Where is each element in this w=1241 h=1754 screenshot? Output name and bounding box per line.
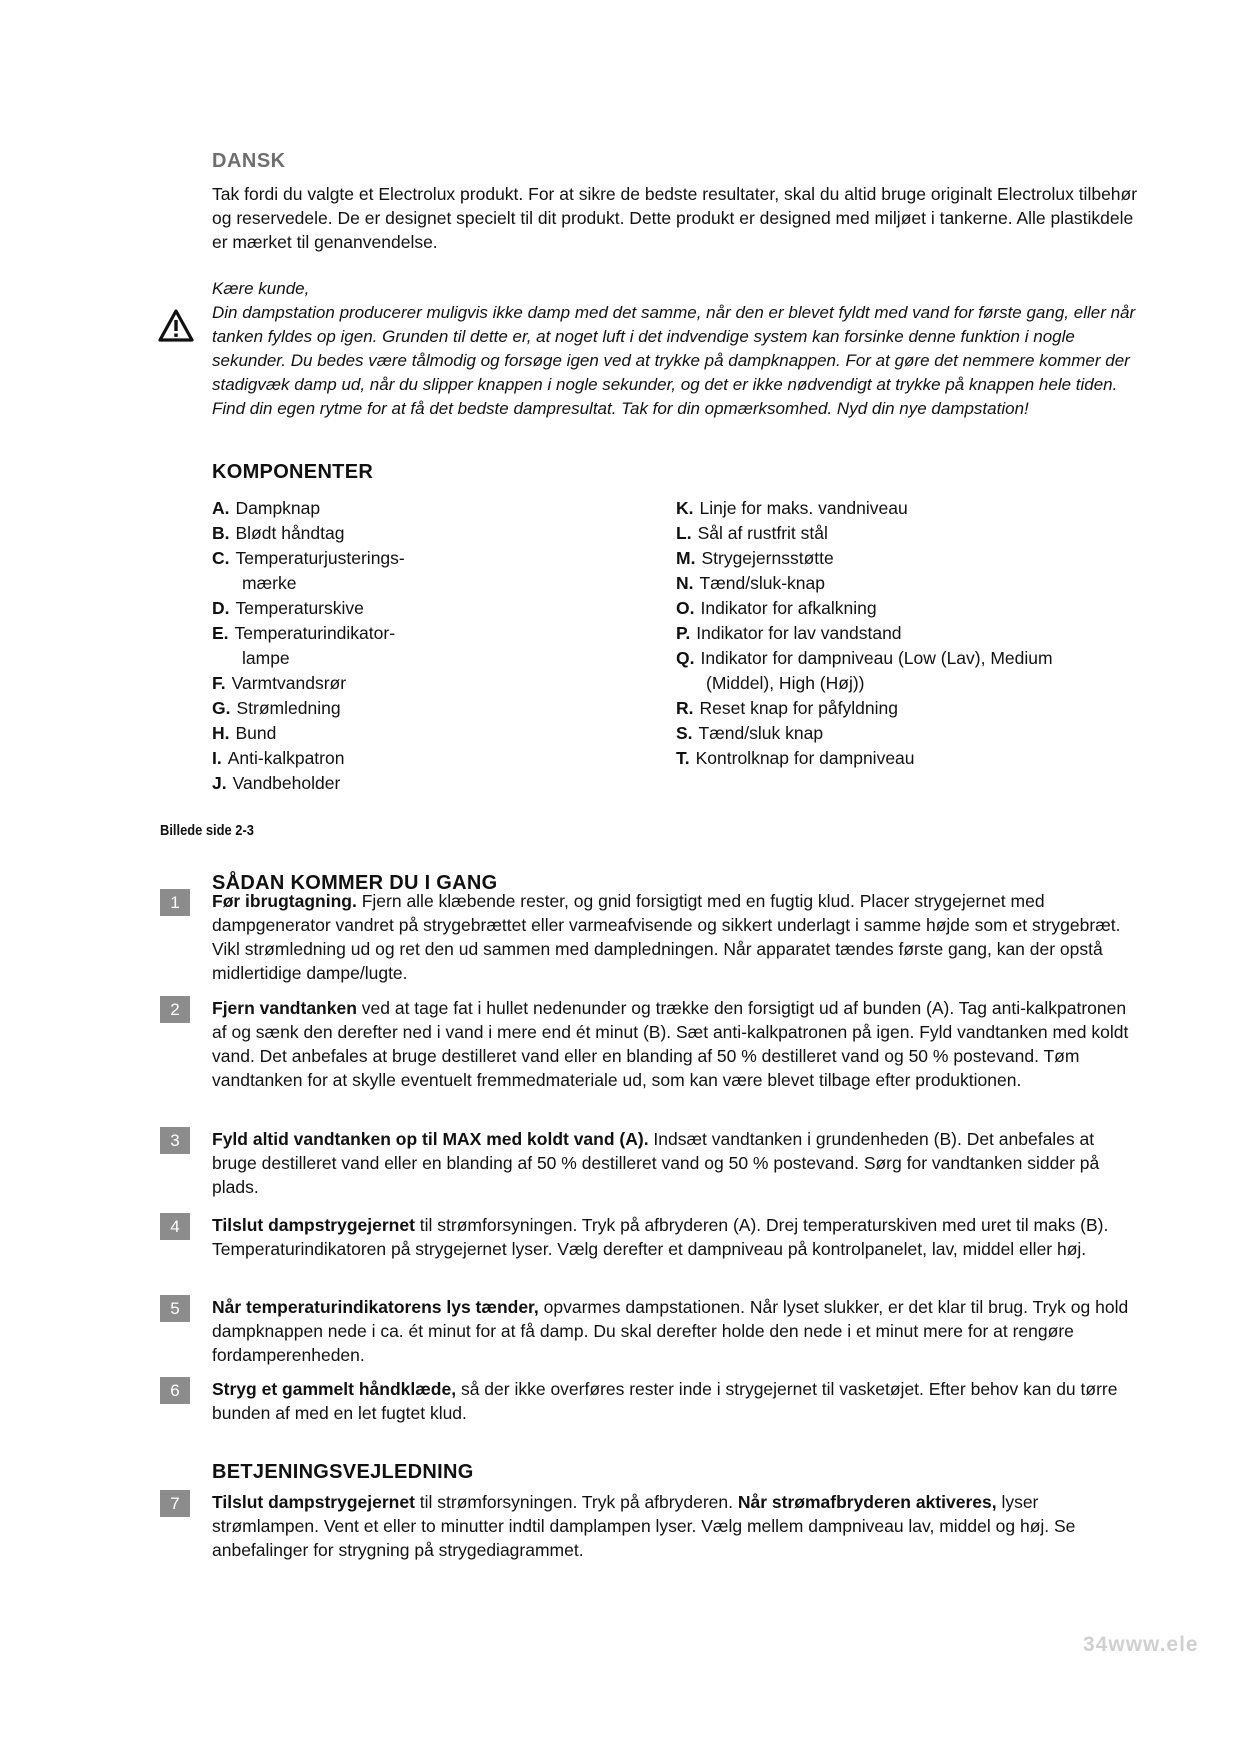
component-label: Temperaturskive bbox=[235, 598, 364, 618]
operation-step bbox=[160, 1490, 1140, 1562]
component-item bbox=[676, 646, 1156, 696]
component-item bbox=[212, 671, 632, 696]
component-key: P. bbox=[676, 623, 691, 643]
component-label: Indikator for afkalkning bbox=[700, 598, 877, 618]
component-item bbox=[212, 596, 632, 621]
component-label-continued: (Middel), High (Høj)) bbox=[706, 673, 865, 693]
step-body: til strømforsyningen. Tryk på afbryderen (A). Drej temperaturskiven med uret til maks (B). Temperaturindikatoren på strygejernet lyser. Vælg derefter et dampniveau på kontrolpanelet, lav, middel eller høj. bbox=[212, 1215, 1109, 1259]
step-text bbox=[212, 1490, 1140, 1562]
component-item bbox=[212, 721, 632, 746]
step-number-badge: 6 bbox=[160, 1377, 190, 1404]
component-item bbox=[676, 546, 1156, 571]
components-list-right bbox=[676, 496, 1156, 771]
step-bold-inline: Når strømafbryderen aktiveres, bbox=[737, 1492, 997, 1512]
component-item bbox=[676, 746, 1156, 771]
step-text bbox=[212, 1377, 1140, 1425]
component-label: Sål af rustfrit stål bbox=[697, 523, 828, 543]
step-text bbox=[212, 1127, 1140, 1199]
step-bold-lead: Stryg et gammelt håndklæde, bbox=[212, 1379, 457, 1399]
component-label: Blødt håndtag bbox=[235, 523, 345, 543]
step-1 bbox=[160, 889, 1140, 985]
component-key: E. bbox=[212, 623, 229, 643]
component-item bbox=[676, 571, 1156, 596]
step-number-badge: 1 bbox=[160, 889, 190, 916]
component-label: Linje for maks. vandniveau bbox=[699, 498, 908, 518]
step-text bbox=[212, 1213, 1140, 1261]
component-label-continued: mærke bbox=[242, 573, 297, 593]
component-label: Kontrolknap for dampniveau bbox=[695, 748, 915, 768]
step-text bbox=[212, 996, 1140, 1092]
component-key: T. bbox=[676, 748, 690, 768]
component-key: R. bbox=[676, 698, 694, 718]
component-key: M. bbox=[676, 548, 696, 568]
component-key: H. bbox=[212, 723, 230, 743]
component-item bbox=[676, 621, 1156, 646]
notice-text: Din dampstation producerer muligvis ikke damp med det samme, når den er blevet fyldt med vand for første gang, eller når tanken fyldes op igen. Grunden til dette er, at noget luft i det indvendige system kan forsinke denne funktion i nogle sekunder. Du bedes være tålmodig og forsøge igen ved at trykke på dampknappen. For at gøre det nemmere kommer der stadigvæk damp ud, når du slipper knappen i nogle sekunder, og det er ikke nødvendigt at trykke på knappen hele tiden. Find din egen rytme for at få det bedste dampresultat. Tak for din opmærksomhed. Nyd din nye dampstation! bbox=[212, 303, 1136, 418]
component-label: Bund bbox=[235, 723, 277, 743]
component-item bbox=[212, 696, 632, 721]
step-bold-lead: Når temperaturindikatorens lys tænder, bbox=[212, 1297, 539, 1317]
step-body: opvarmes dampstationen. Når lyset slukker, er det klar til brug. Tryk og hold dampknappen nede i ca. ét minut for at få damp. Du skal derefter holde den nede i et minut mere for at rengøre fordamperenheden. bbox=[212, 1297, 1129, 1365]
step-text bbox=[212, 1295, 1140, 1367]
getting-started-title: SÅDAN KOMMER DU I GANG bbox=[212, 872, 498, 894]
component-key: I. bbox=[212, 748, 222, 768]
component-key: K. bbox=[676, 498, 694, 518]
step-bold-lead: Fyld altid vandtanken op til MAX med koldt vand (A). bbox=[212, 1129, 649, 1149]
step-5 bbox=[160, 1295, 1140, 1367]
component-label: Vandbeholder bbox=[232, 773, 341, 793]
step-body: ved at tage fat i hullet nedenunder og trække den forsigtigt ud af bunden (A). Tag anti-kalkpatronen af og sænk den derefter ned i vand i mere end ét minut (B). Sæt anti-kalkpatronen på igen. Fyld vandtanken med koldt vand. Det anbefales at bruge destilleret vand eller en blanding af 50 % destilleret vand og 50 % postevand. Tøm vandtanken for at skylle eventuelt fremmedmateriale ud, som kan være blevet tilbage efter produktionen. bbox=[212, 998, 1129, 1090]
component-label: Indikator for dampniveau (Low (Lav), Medium bbox=[700, 648, 1053, 668]
step-body: Fjern alle klæbende rester, og gnid forsigtigt med en fugtig klud. Placer strygejernet med dampgenerator vandret på strygebrættet eller varmeafvisende og sikkert underlagt i samme højde som et strygebræt. Vikl strømledning ud og ret den ud sammen med dampledningen. Når apparatet tændes første gang, kan der opstå midlertidige dampe/lugte. bbox=[212, 891, 1121, 983]
step-bold-lead: Tilslut dampstrygejernet bbox=[212, 1492, 415, 1512]
component-item bbox=[212, 521, 632, 546]
step-body: Indsæt vandtanken i grundenheden (B). Det anbefales at bruge destilleret vand eller en blanding af 50 % destilleret vand og 50 % postevand. Sørg for vandtanken sidder på plads. bbox=[212, 1129, 1100, 1197]
component-item bbox=[212, 746, 632, 771]
component-key: C. bbox=[212, 548, 230, 568]
intro-paragraph: Tak fordi du valgte et Electrolux produkt. For at sikre de bedste resultater, skal du altid bruge originalt Electrolux tilbehør og reservedele. De er designet specielt til dit produkt. Dette produkt er designed med miljøet i tankerne. Alle plastikdele er mærket til genanvendelse. bbox=[212, 184, 1138, 252]
step-number-badge: 4 bbox=[160, 1213, 190, 1240]
component-label: Tænd/sluk knap bbox=[698, 723, 824, 743]
step-bold-lead: Før ibrugtagning. bbox=[212, 891, 357, 911]
step-text bbox=[212, 889, 1140, 985]
component-label: Temperaturjusterings- bbox=[235, 548, 405, 568]
component-key: N. bbox=[676, 573, 694, 593]
component-item bbox=[676, 696, 1156, 721]
step-number-badge: 7 bbox=[160, 1490, 190, 1517]
components-title: KOMPONENTER bbox=[212, 461, 374, 483]
components-list-left bbox=[212, 496, 632, 796]
component-item bbox=[212, 771, 632, 796]
component-key: F. bbox=[212, 673, 226, 693]
step-bold-lead: Fjern vandtanken bbox=[212, 998, 357, 1018]
component-item bbox=[212, 496, 632, 521]
component-label: Varmtvandsrør bbox=[231, 673, 347, 693]
figure-caption: Billede side 2-3 bbox=[160, 822, 254, 839]
component-label: Tænd/sluk-knap bbox=[699, 573, 825, 593]
step-number-badge: 5 bbox=[160, 1295, 190, 1322]
component-key: J. bbox=[212, 773, 227, 793]
component-label: Dampknap bbox=[235, 498, 321, 518]
component-item bbox=[212, 621, 632, 671]
step-body-continued: lyser strømlampen. Vent et eller to minutter indtil damplampen lyser. Vælg mellem dampniveau lav, middel og høj. Se anbefalinger for strygning på strygediagrammet. bbox=[212, 1492, 1076, 1560]
component-key: G. bbox=[212, 698, 231, 718]
component-item bbox=[676, 596, 1156, 621]
step-3 bbox=[160, 1127, 1140, 1199]
component-label: Strømledning bbox=[236, 698, 341, 718]
component-item bbox=[676, 721, 1156, 746]
component-key: S. bbox=[676, 723, 693, 743]
component-item bbox=[212, 546, 632, 596]
page-footer-watermark: 34www.ele bbox=[1083, 1633, 1199, 1656]
component-key: L. bbox=[676, 523, 692, 543]
component-label: Indikator for lav vandstand bbox=[696, 623, 902, 643]
component-label-continued: lampe bbox=[242, 648, 290, 668]
customer-notice bbox=[212, 277, 1142, 421]
operation-title: BETJENINGSVEJLEDNING bbox=[212, 1461, 474, 1483]
component-key: Q. bbox=[676, 648, 695, 668]
step-body: til strømforsyningen. Tryk på afbryderen. bbox=[414, 1492, 738, 1512]
warning-triangle-icon bbox=[157, 308, 195, 344]
component-key: A. bbox=[212, 498, 230, 518]
component-label: Reset knap for påfyldning bbox=[699, 698, 898, 718]
component-label: Anti-kalkpatron bbox=[227, 748, 345, 768]
language-heading: DANSK bbox=[212, 150, 286, 172]
step-4 bbox=[160, 1213, 1140, 1261]
step-6 bbox=[160, 1377, 1140, 1425]
component-key: D. bbox=[212, 598, 230, 618]
notice-greeting: Kære kunde, bbox=[212, 279, 310, 298]
step-2 bbox=[160, 996, 1140, 1092]
component-key: O. bbox=[676, 598, 695, 618]
component-label: Strygejernsstøtte bbox=[701, 548, 834, 568]
step-number-badge: 3 bbox=[160, 1127, 190, 1154]
step-body: så der ikke overføres rester inde i strygejernet til vasketøjet. Efter behov kan du tørre bunden af med en let fugtet klud. bbox=[212, 1379, 1118, 1423]
component-key: B. bbox=[212, 523, 230, 543]
component-label: Temperaturindikator- bbox=[234, 623, 396, 643]
step-bold-lead: Tilslut dampstrygejernet bbox=[212, 1215, 415, 1235]
step-number-badge: 2 bbox=[160, 996, 190, 1023]
component-item bbox=[676, 496, 1156, 521]
component-item bbox=[676, 521, 1156, 546]
